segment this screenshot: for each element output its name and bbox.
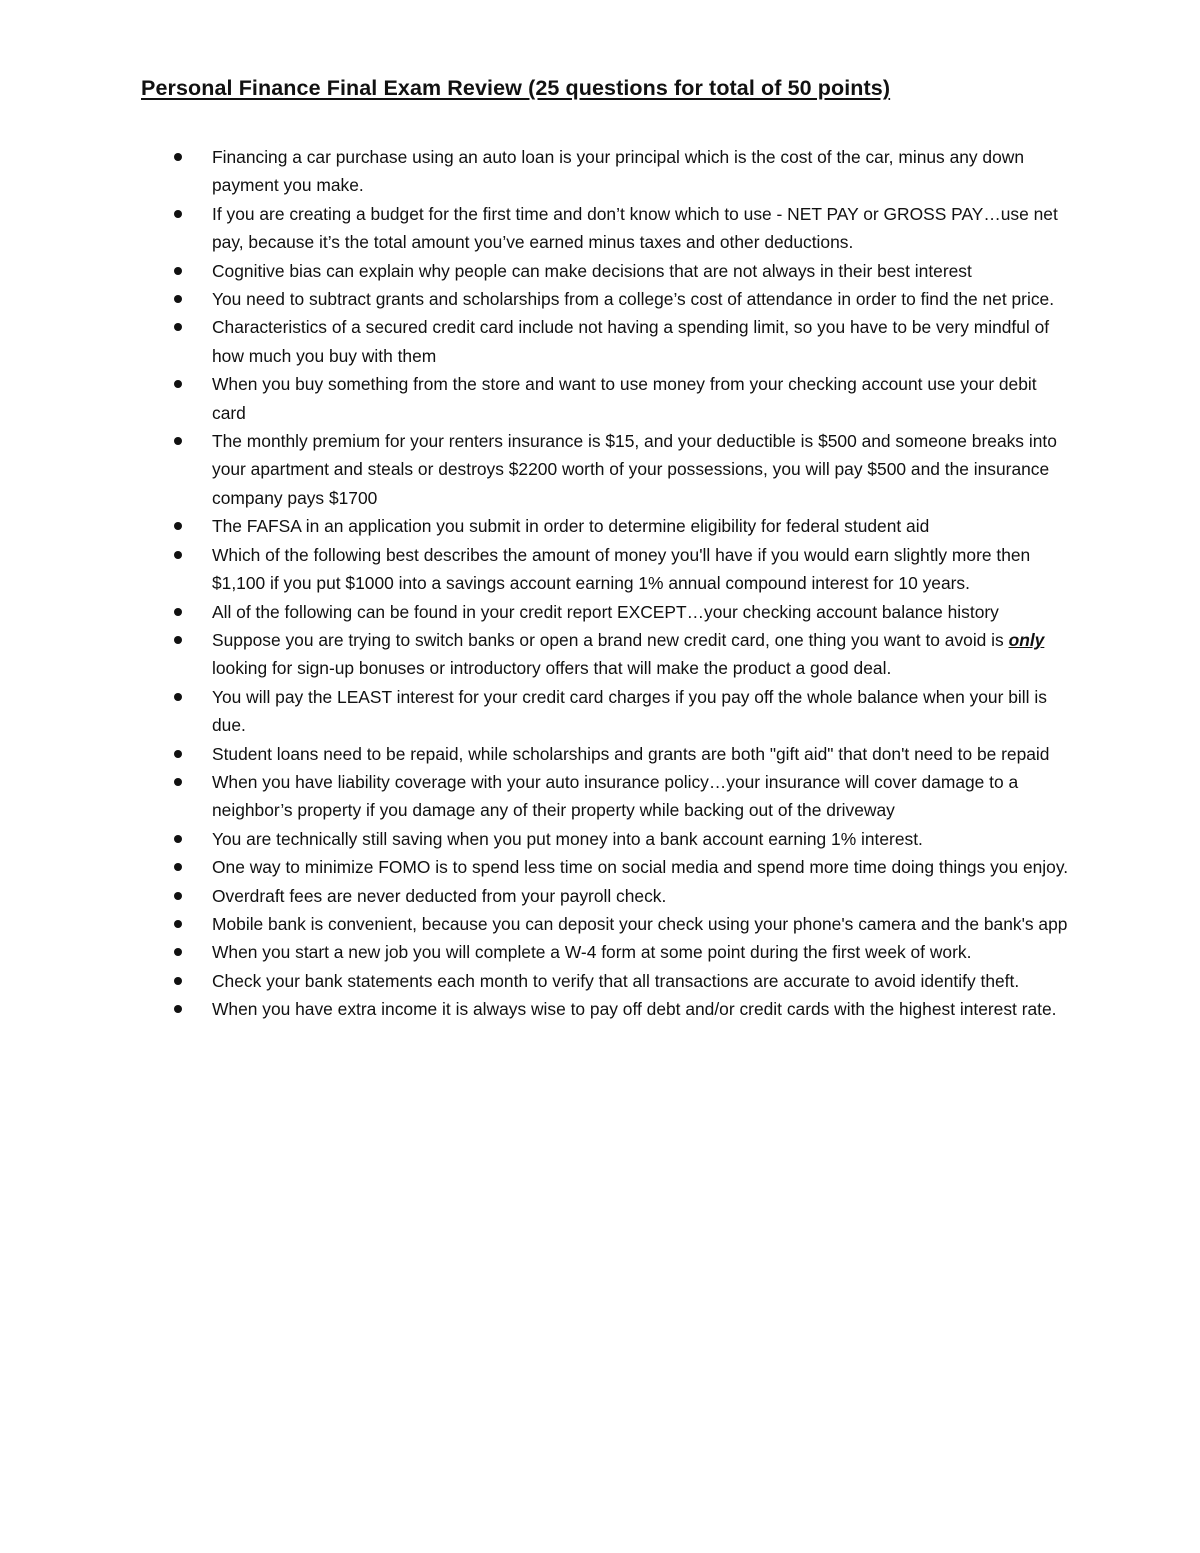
bullet-icon xyxy=(174,863,182,871)
bullet-icon xyxy=(174,323,182,331)
list-item: The FAFSA in an application you submit in order to determine eligibility for federal student aid xyxy=(0,512,1072,540)
document-title: Personal Finance Final Exam Review (25 questions for total of 50 points) xyxy=(141,76,891,100)
list-item: When you buy something from the store and want to use money from your checking account use your debit card xyxy=(0,370,1072,427)
bullet-icon xyxy=(174,153,182,161)
list-item: Student loans need to be repaid, while scholarships and grants are both "gift aid" that don't need to be repaid xyxy=(0,740,1072,768)
bullet-icon xyxy=(174,380,182,388)
bullet-icon xyxy=(174,920,182,928)
bullet-icon xyxy=(174,750,182,758)
bullet-icon xyxy=(174,1005,182,1013)
bullet-icon xyxy=(174,778,182,786)
bullet-icon xyxy=(174,948,182,956)
list-item: Cognitive bias can explain why people can make decisions that are not always in their best interest xyxy=(0,257,1072,285)
bullet-icon xyxy=(174,835,182,843)
bullet-icon xyxy=(174,267,182,275)
list-item: When you have extra income it is always wise to pay off debt and/or credit cards with the highest interest rate. xyxy=(0,995,1072,1023)
list-item: Mobile bank is convenient, because you can deposit your check using your phone's camera and the bank's app xyxy=(0,910,1072,938)
bullet-icon xyxy=(174,892,182,900)
list-item: All of the following can be found in your credit report EXCEPT…your checking account balance history xyxy=(0,598,1072,626)
list-item: You will pay the LEAST interest for your credit card charges if you pay off the whole balance when your bill is due. xyxy=(0,683,1072,740)
list-item: Suppose you are trying to switch banks or open a brand new credit card, one thing you want to avoid is only looking for sign-up bonuses or introductory offers that will make the product a good deal. xyxy=(0,626,1072,683)
list-item: Financing a car purchase using an auto loan is your principal which is the cost of the car, minus any down payment you make. xyxy=(0,143,1072,200)
list-item: You are technically still saving when you put money into a bank account earning 1% interest. xyxy=(0,825,1072,853)
bullet-icon xyxy=(174,977,182,985)
list-item: Overdraft fees are never deducted from your payroll check. xyxy=(0,882,1072,910)
list-item: When you have liability coverage with your auto insurance policy…your insurance will cover damage to a neighbor’s property if you damage any of their property while backing out of the driveway xyxy=(0,768,1072,825)
list-item: Check your bank statements each month to verify that all transactions are accurate to avoid identify theft. xyxy=(0,967,1072,995)
list-item: The monthly premium for your renters insurance is $15, and your deductible is $500 and someone breaks into your apartment and steals or destroys $2200 worth of your possessions, you will pay $500 and the insurance company pays $1700 xyxy=(0,427,1072,512)
bullet-icon xyxy=(174,210,182,218)
bullet-icon xyxy=(174,693,182,701)
bullet-icon xyxy=(174,522,182,530)
list-item: One way to minimize FOMO is to spend less time on social media and spend more time doing things you enjoy. xyxy=(0,853,1072,881)
list-item: When you start a new job you will complete a W-4 form at some point during the first week of work. xyxy=(0,938,1072,966)
list-item: Characteristics of a secured credit card include not having a spending limit, so you have to be very mindful of how much you buy with them xyxy=(0,313,1072,370)
bullet-icon xyxy=(174,636,182,644)
emphasis-only: only xyxy=(1008,629,1045,650)
list-item: If you are creating a budget for the first time and don’t know which to use - NET PAY or GROSS PAY…use net pay, because it’s the total amount you’ve earned minus taxes and other deductions. xyxy=(0,200,1072,257)
bullet-icon xyxy=(174,295,182,303)
list-item: You need to subtract grants and scholarships from a college’s cost of attendance in order to find the net price. xyxy=(0,285,1072,313)
list-item: Which of the following best describes the amount of money you'll have if you would earn slightly more then $1,100 if you put $1000 into a savings account earning 1% annual compound interest for 10 years. xyxy=(0,541,1072,598)
bullet-icon xyxy=(174,437,182,445)
bullet-icon xyxy=(174,551,182,559)
review-list xyxy=(0,143,1200,1024)
bullet-icon xyxy=(174,608,182,616)
